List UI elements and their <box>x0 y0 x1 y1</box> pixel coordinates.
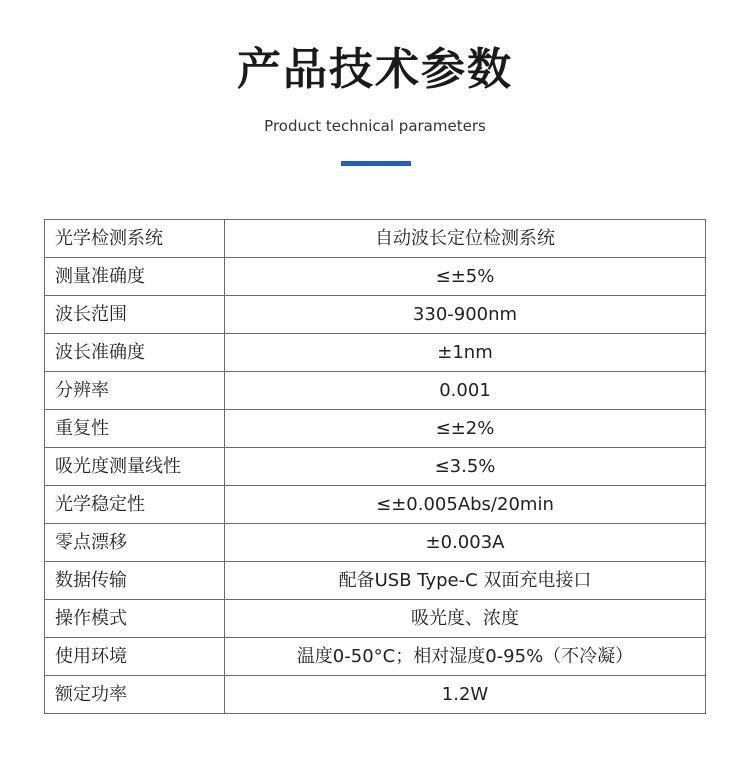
table-row <box>45 638 706 676</box>
table-row <box>45 562 706 600</box>
spec-value: 温度0-50°C；相对湿度0-95%（不冷凝） <box>225 638 706 676</box>
spec-value: 自动波长定位检测系统 <box>225 220 706 258</box>
spec-label: 使用环境 <box>45 638 225 676</box>
spec-table <box>44 219 706 714</box>
spec-value: ±0.003A <box>225 524 706 562</box>
table-row <box>45 296 706 334</box>
spec-value: ≤±2% <box>225 410 706 448</box>
spec-label: 光学稳定性 <box>45 486 225 524</box>
spec-value: ±1nm <box>225 334 706 372</box>
spec-label: 分辨率 <box>45 372 225 410</box>
spec-label: 零点漂移 <box>45 524 225 562</box>
spec-label: 光学检测系统 <box>45 220 225 258</box>
spec-value: 0.001 <box>225 372 706 410</box>
spec-value: ≤±0.005Abs/20min <box>225 486 706 524</box>
table-row <box>45 372 706 410</box>
spec-label: 额定功率 <box>45 676 225 714</box>
table-row <box>45 448 706 486</box>
page-title: 产品技术参数 <box>237 44 513 95</box>
table-row <box>45 486 706 524</box>
spec-value: 330-900nm <box>225 296 706 334</box>
table-row <box>45 220 706 258</box>
spec-value: 1.2W <box>225 676 706 714</box>
table-row <box>45 410 706 448</box>
page-subtitle: Product technical parameters <box>264 117 486 135</box>
spec-label: 测量准确度 <box>45 258 225 296</box>
spec-value: ≤3.5% <box>225 448 706 486</box>
spec-value: 吸光度、浓度 <box>225 600 706 638</box>
spec-value: ≤±5% <box>225 258 706 296</box>
table-row <box>45 258 706 296</box>
spec-value: 配备USB Type-C 双面充电接口 <box>225 562 706 600</box>
table-row <box>45 334 706 372</box>
spec-label: 操作模式 <box>45 600 225 638</box>
spec-label: 吸光度测量线性 <box>45 448 225 486</box>
spec-label: 波长范围 <box>45 296 225 334</box>
table-row <box>45 676 706 714</box>
title-accent-bar <box>341 161 411 166</box>
table-row <box>45 600 706 638</box>
spec-label: 波长准确度 <box>45 334 225 372</box>
table-row <box>45 524 706 562</box>
spec-label: 重复性 <box>45 410 225 448</box>
spec-label: 数据传输 <box>45 562 225 600</box>
